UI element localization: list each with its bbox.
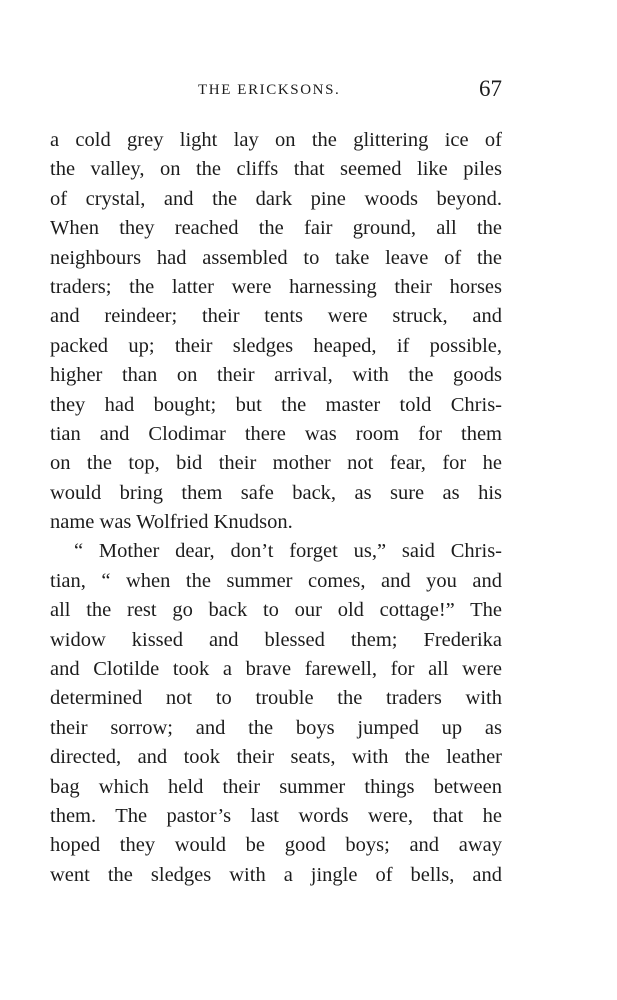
text-line: neighbours had assembled to take leave of the [50, 246, 502, 269]
text-line: When they reached the fair ground, all the [50, 217, 502, 240]
text-line: higher than on their arrival, with the goods [50, 364, 502, 387]
text-line: determined not to trouble the traders with [50, 687, 502, 710]
text-line: traders; the latter were harnessing their horses [50, 275, 502, 298]
text-line: would bring them safe back, as sure as his [50, 481, 502, 504]
text-line: went the sledges with a jingle of bells, and [50, 863, 502, 886]
text-line: they had bought; but the master told Chris- [50, 393, 502, 416]
text-line: the valley, on the cliffs that seemed like piles [50, 158, 502, 181]
paragraph-last-line: name was Wolfried Knudson. [50, 511, 293, 534]
text-line: of crystal, and the dark pine woods beyond. [50, 187, 502, 210]
running-head [50, 78, 502, 108]
body-text [50, 126, 502, 890]
text-line: packed up; their sledges heaped, if possible, [50, 334, 502, 357]
text-line: all the rest go back to our old cottage!” The [50, 599, 502, 622]
text-line: a cold grey light lay on the glittering ice of [50, 129, 502, 151]
paragraph-first-line: “ Mother dear, don’t forget us,” said Chris- [74, 540, 502, 563]
text-line: and Clotilde took a brave farewell, for all were [50, 658, 502, 681]
page-number: 67 [479, 76, 502, 101]
text-line: tian and Clodimar there was room for them [50, 422, 502, 445]
text-line: them. The pastor’s last words were, that he [50, 804, 502, 827]
text-line: their sorrow; and the boys jumped up as [50, 716, 502, 739]
text-line: tian, “ when the summer comes, and you and [50, 569, 502, 592]
running-title: THE ERICKSONS. [198, 82, 341, 98]
text-line: directed, and took their seats, with the leather [50, 746, 502, 769]
text-line: hoped they would be good boys; and away [50, 834, 502, 857]
text-line: on the top, bid their mother not fear, for he [50, 452, 502, 475]
text-line: widow kissed and blessed them; Frederika [50, 628, 502, 651]
text-line: and reindeer; their tents were struck, and [50, 305, 502, 328]
text-line: bag which held their summer things between [50, 775, 502, 798]
